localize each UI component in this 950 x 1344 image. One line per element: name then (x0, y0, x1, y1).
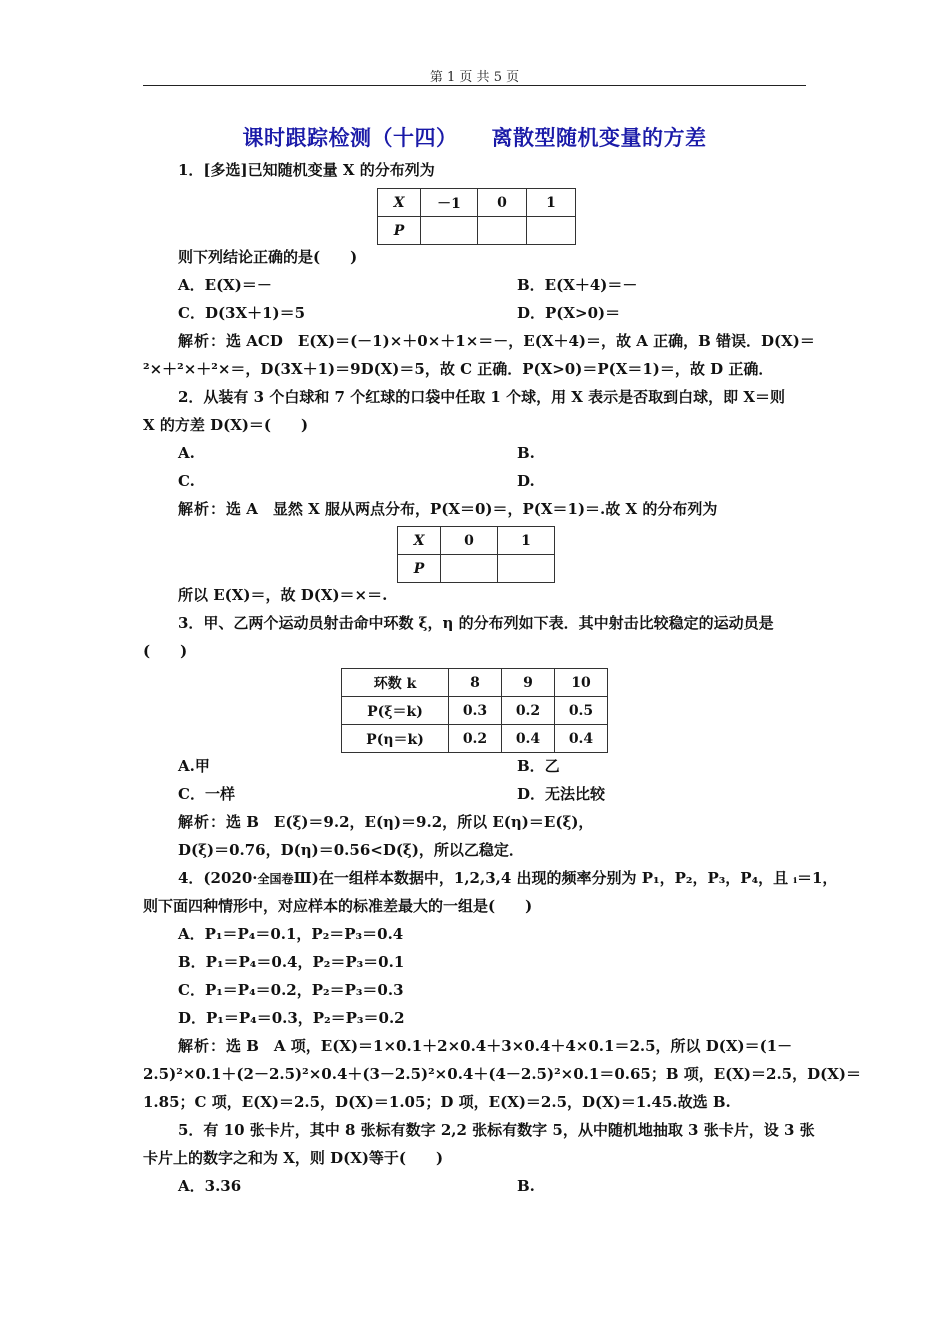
q4-option-a: A．P₁＝P₄＝0.1，P₂＝P₃＝0.4 (178, 925, 404, 943)
q3-table-cell: 9 (502, 669, 555, 697)
q2-table-cell: X (398, 527, 441, 555)
solution-label: 解析： (178, 813, 227, 831)
q3-option-a: A.甲 (178, 757, 210, 775)
q1-question: 则下列结论正确的是( ) (178, 248, 358, 266)
q2-table-cell (498, 555, 555, 583)
q1-solution-line (178, 331, 815, 351)
q3-table-cell: 0.2 (502, 697, 555, 725)
q2-option-c: C. (178, 472, 195, 490)
q4-source-exam: 全国卷 (257, 872, 294, 886)
q3-table-cell: 8 (449, 669, 502, 697)
q2-option-a: A. (178, 444, 195, 462)
q3-table-cell: 0.5 (555, 697, 608, 725)
q2-distribution-table (397, 526, 555, 583)
q1-table-cell: 0 (478, 189, 527, 217)
q4-stem-line-2: 则下面四种情形中，对应样本的标准差最大的一组是( ) (143, 897, 533, 915)
q2-solution-line (178, 499, 717, 519)
q3-option-b: B．乙 (517, 757, 560, 775)
q2-solution-line-2: 所以 E(X)＝，故 D(X)＝×＝. (178, 586, 388, 604)
q1-table-cell (421, 217, 478, 245)
q4-option-b: B．P₁＝P₄＝0.4，P₂＝P₃＝0.1 (178, 953, 405, 971)
q3-solution-text: 选 B E(ξ)＝9.2，E(η)＝9.2，所以 E(η)＝E(ξ)， (226, 813, 594, 831)
header-divider (143, 85, 806, 86)
q1-table-cell: 1 (527, 189, 576, 217)
q4-stem-line-1 (178, 868, 837, 889)
q4-option-c: C．P₁＝P₄＝0.2，P₂＝P₃＝0.3 (178, 981, 404, 999)
q3-solution-line-2: D(ξ)＝0.76，D(η)＝0.56<D(ξ)，所以乙稳定． (178, 841, 524, 859)
q2-option-d: D. (517, 472, 535, 490)
q2-option-b: B. (517, 444, 535, 462)
q1-table-cell (527, 217, 576, 245)
q3-solution-line (178, 812, 593, 832)
q3-table-cell: 环数 k (342, 669, 449, 697)
q1-table-cell: P (378, 217, 421, 245)
q3-table-cell: 0.4 (502, 725, 555, 753)
q2-table-cell (441, 555, 498, 583)
q1-distribution-table (377, 188, 576, 245)
q4-solution-line-2: 2.5)²×0.1＋(2－2.5)²×0.4＋(3－2.5)²×0.4＋(4－2.5)²×0.1＝0.65；B 项，E(X)＝2.5，D(X)＝ (143, 1065, 861, 1083)
q1-solution-line-2: ²×＋²×＋²×＝，D(3X＋1)＝9D(X)＝5，故 C 正确．P(X>0)＝P(X＝1)＝，故 D 正确． (143, 360, 774, 378)
q1-table-cell: －1 (421, 189, 478, 217)
q4-solution-text: 选 B A 项，E(X)＝1×0.1＋2×0.4＋3×0.4＋4×0.1＝2.5，所以 D(X)＝(1－ (226, 1037, 793, 1055)
q3-table-cell: P(η＝k) (342, 725, 449, 753)
q3-table-cell: P(ξ＝k) (342, 697, 449, 725)
solution-label: 解析： (178, 1037, 227, 1055)
q1-option-a: A．E(X)＝－ (178, 276, 272, 294)
q2-stem-line-1: 2．从装有 3 个白球和 7 个红球的口袋中任取 1 个球，用 X 表示是否取到白球，即 X＝则 (178, 388, 786, 406)
q5-option-a: A．3.36 (178, 1177, 242, 1195)
q2-table-cell: 0 (441, 527, 498, 555)
q1-table-cell: X (378, 189, 421, 217)
title-left: 课时跟踪检测（十四） (242, 126, 458, 150)
q4-source-prefix: 4．(2020· (178, 869, 258, 887)
q5-option-b: B. (517, 1177, 535, 1195)
q3-table-cell: 0.3 (449, 697, 502, 725)
solution-label: 解析： (178, 332, 227, 350)
solution-label: 解析： (178, 500, 227, 518)
q1-table-cell (478, 217, 527, 245)
q4-stem-text: Ⅲ)在一组样本数据中，1,2,3,4 出现的频率分别为 P₁，P₂，P₃，P₄，且 ᵢ＝1， (293, 869, 838, 887)
q1-option-b: B．E(X＋4)＝－ (517, 276, 638, 294)
q2-stem-line-2: X 的方差 D(X)＝( ) (143, 416, 309, 434)
q3-table-cell: 10 (555, 669, 608, 697)
q1-option-c: C．D(3X＋1)＝5 (178, 304, 306, 322)
q3-distribution-table (341, 668, 608, 753)
title-right: 离散型随机变量的方差 (491, 126, 707, 150)
q3-stem-line-2: ( ) (143, 642, 188, 660)
q3-stem-line-1: 3．甲、乙两个运动员射击命中环数 ξ，η 的分布列如下表．其中射击比较稳定的运动员是 (178, 614, 774, 632)
q4-solution-line-3: 1.85；C 项，E(X)＝2.5，D(X)＝1.05；D 项，E(X)＝2.5，D(X)＝1.45.故选 B. (143, 1093, 731, 1111)
q2-solution-text: 选 A 显然 X 服从两点分布，P(X＝0)＝，P(X＝1)＝.故 X 的分布列为 (226, 500, 718, 518)
q3-table-cell: 0.2 (449, 725, 502, 753)
q4-solution-line (178, 1036, 792, 1056)
q2-table-cell: 1 (498, 527, 555, 555)
q4-option-d: D．P₁＝P₄＝0.3，P₂＝P₃＝0.2 (178, 1009, 405, 1027)
q5-stem-line-2: 卡片上的数字之和为 X，则 D(X)等于( ) (143, 1149, 444, 1167)
q3-table-cell: 0.4 (555, 725, 608, 753)
worksheet-title (143, 122, 806, 152)
q1-option-d: D．P(X>0)＝ (517, 304, 621, 322)
q1-solution-text: 选 ACD E(X)＝(－1)×＋0×＋1×＝－，E(X＋4)＝，故 A 正确，B 错误．D(X)＝ (226, 332, 815, 350)
q3-option-c: C．一样 (178, 785, 235, 803)
page-header: 第 1 页 共 5 页 (429, 70, 520, 85)
q2-table-cell: P (398, 555, 441, 583)
q5-stem-line-1: 5．有 10 张卡片，其中 8 张标有数字 2,2 张标有数字 5，从中随机地抽取 3 张卡片，设 3 张 (178, 1121, 815, 1139)
q3-option-d: D．无法比较 (517, 785, 606, 803)
q1-stem: 1．[多选]已知随机变量 X 的分布列为 (178, 161, 435, 179)
